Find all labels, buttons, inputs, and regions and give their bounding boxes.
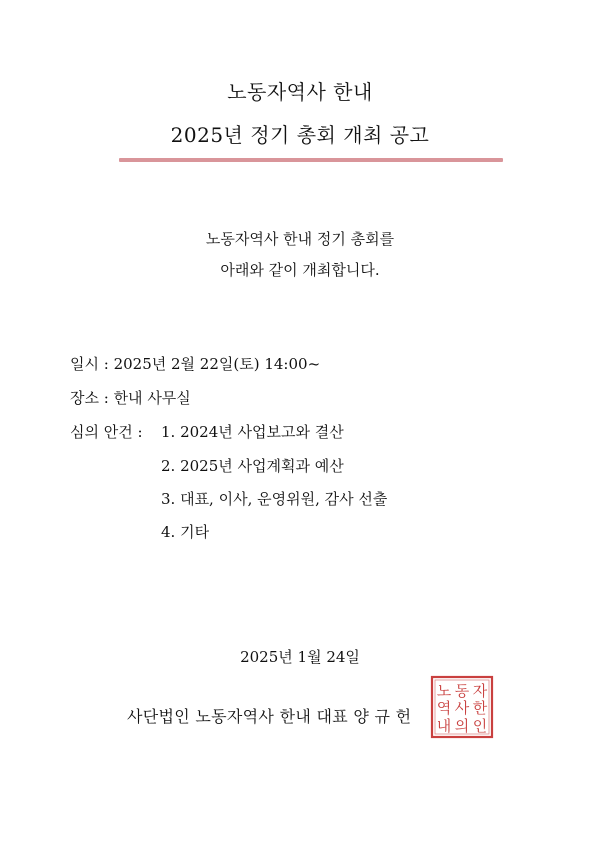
svg-text:한: 한 <box>472 699 488 717</box>
signer-name: 사단법인 노동자역사 한내 대표 양 규 헌 <box>127 707 412 726</box>
notice-title-meeting: 2025년 정기 총회 개최 공고 <box>170 123 430 147</box>
agenda-item: 1. 2024년 사업보고와 결산 <box>161 423 344 441</box>
intro-line-1: 노동자역사 한내 정기 총회를 <box>205 230 395 248</box>
svg-text:사: 사 <box>454 699 470 717</box>
notice-date: 2025년 1월 24일 <box>240 648 360 666</box>
agenda-item: 3. 대표, 이사, 운영위원, 감사 선출 <box>161 490 388 508</box>
intro-line-2: 아래와 같이 개최합니다. <box>220 261 380 279</box>
official-seal-stamp <box>430 675 494 739</box>
svg-text:인: 인 <box>472 717 488 735</box>
notice-title-organization: 노동자역사 한내 <box>227 80 373 104</box>
svg-text:역: 역 <box>436 699 452 717</box>
svg-text:의: 의 <box>454 717 470 735</box>
title-divider <box>119 158 503 162</box>
agenda-item: 2. 2025년 사업계획과 예산 <box>161 457 344 475</box>
meeting-venue: 장소 : 한내 사무실 <box>70 389 191 407</box>
agenda-item: 4. 기타 <box>161 523 210 541</box>
seal-graphic <box>430 675 494 739</box>
svg-text:노: 노 <box>436 682 452 700</box>
svg-text:내: 내 <box>436 717 452 735</box>
meeting-schedule: 일시 : 2025년 2월 22일(토) 14:00~ <box>70 355 321 373</box>
agenda-label: 심의 안건 : <box>70 423 143 441</box>
svg-text:자: 자 <box>472 682 488 700</box>
svg-text:동: 동 <box>454 682 470 700</box>
